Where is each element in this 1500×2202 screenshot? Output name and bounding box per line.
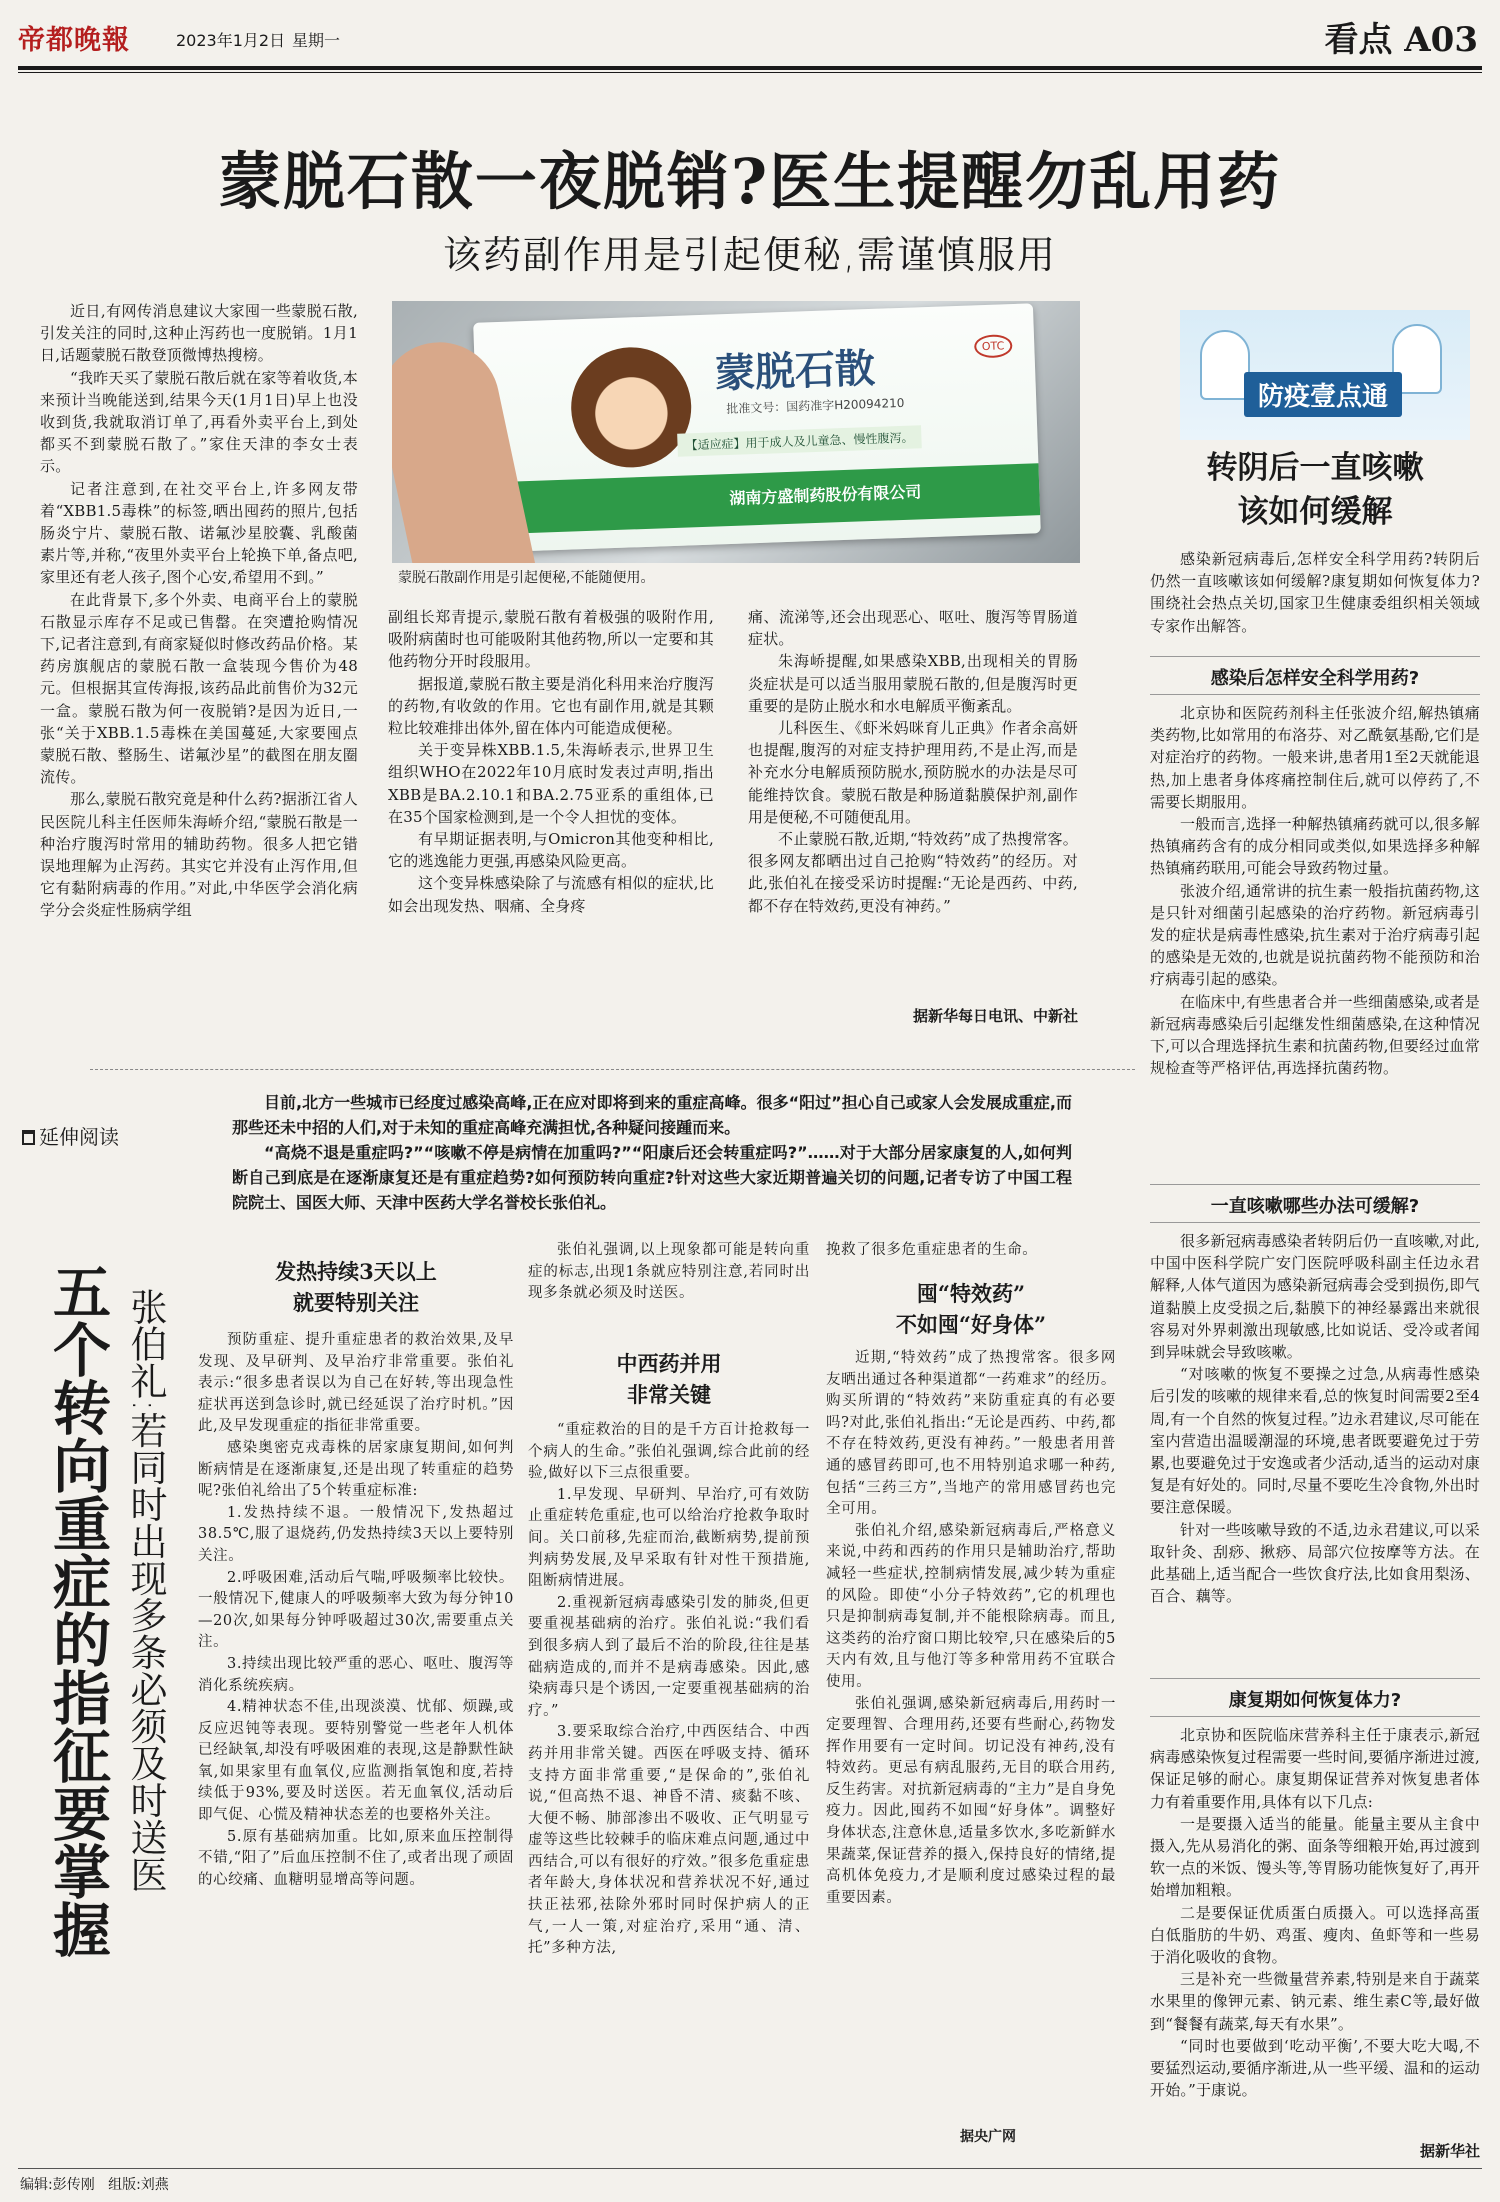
footer-rule	[18, 2168, 1482, 2169]
section-medication-body	[1150, 702, 1480, 1176]
packet-approval-number: 批准文号：国药准字H20094210	[726, 395, 905, 417]
paragraph: 1.发热持续不退。一般情况下,发热超过38.5℃,服了退烧药,仍发热持续3天以上要特别关注。	[198, 1504, 514, 1564]
column-heading-fever	[206, 1256, 506, 1318]
extension-label	[22, 1121, 119, 1150]
dashed-divider	[90, 1069, 1135, 1070]
paragraph: 很多新冠病毒感染者转阴后仍一直咳嗽,对此,中国中医科学院广安门医院呼吸科副主任边永君解释,人体气道因为感染新冠病毒会受到损伤,即气道黏膜上皮受损之后,黏膜下的神经暴露出来就很容易对外界刺激出现敏感,比如说话、受冷或者闻到异味就会导致咳嗽。	[1150, 1232, 1480, 1362]
page-subheadline: 该药副作用是引起便秘,需谨慎服用	[442, 233, 1058, 277]
section-heading-recovery: 康复期如何恢复体力?	[1228, 1690, 1402, 1711]
paragraph: 朱海峤提醒,如果感染XBB,出现相关的胃肠炎症状是可以适当服用蒙脱石散的,但是腹泻时更重要的是防止脱水和水电解质平衡紊乱。	[748, 652, 1078, 715]
paragraph: 挽救了很多危重症患者的生命。	[826, 1242, 1038, 1258]
document-icon	[22, 1130, 35, 1145]
heading-line: 就要特别关注	[293, 1290, 419, 1315]
right-title-line-1: 转阴后一直咳嗽	[1206, 450, 1424, 486]
photo-caption: 蒙脱石散副作用是引起便秘,不能随便用。	[398, 570, 655, 586]
page-headline: 蒙脱石散一夜脱销?医生提醒勿乱用药	[218, 145, 1282, 218]
anti-epidemic-badge	[1180, 310, 1470, 440]
paragraph: 一是要摄入适当的能量。能量主要从主食中摄入,先从易消化的粥、面条等细粮开始,再过渡到软一点的米饭、馒头等,等胃肠功能恢复好了,再开始增加粗粮。	[1150, 1814, 1480, 1900]
paragraph: 二是要保证优质蛋白质摄入。可以选择高蛋白低脂肪的牛奶、鸡蛋、瘦肉、鱼虾等和一些易于消化吸收的食物。	[1150, 1903, 1480, 1967]
paragraph: 有早期证据表明,与Omicron其他变种相比,它的逃逸能力更强,再感染风险更高。	[388, 830, 714, 871]
paragraph: “我昨天买了蒙脱石散后就在家等着收货,本来预计当晚能送到,结果今天(1月1日)早上也没收到货,我就取消订单了,再看外卖平台上,到处都买不到蒙脱石散了。”家住天津的李女士表示。	[40, 368, 358, 476]
issue-weekday: 星期一	[292, 31, 341, 50]
paragraph: 副组长郑青提示,蒙脱石散有着极强的吸附作用,吸附病菌时也可能吸附其他药物,所以一定要和其他药物分开时段服用。	[388, 608, 714, 671]
footer-credits	[20, 2174, 169, 2194]
paragraph: 2.呼吸困难,活动后气喘,呼吸频率比较快。一般情况下,健康人的呼吸频率大致为每分钟10—20次,如果每分钟呼吸超过30次,需要重点关注。	[198, 1569, 514, 1651]
section-divider	[1150, 1184, 1480, 1185]
paragraph: 张伯礼强调,以上现象都可能是转向重症的标志,出现1条就应特别注意,若同时出现多条就必须及时送医。	[528, 1242, 810, 1302]
paragraph: 北京协和医院临床营养科主任于康表示,新冠病毒感染恢复过程需要一些时间,要循序渐进过渡,保证足够的耐心。康复期保证营养对恢复患者体力有着重要作用,具体有以下几点:	[1150, 1726, 1480, 1811]
section-heading-medication: 感染后怎样安全科学用药?	[1210, 668, 1420, 689]
paragraph: 张伯礼介绍,感染新冠病毒后,严格意义来说,中药和西药的作用只是辅助治疗,帮助减轻一些症状,控制病情发展,减少转为重症的风险。即使“小分子特效药”,它的机理也只是抑制病毒复制,并不能根除病毒。而且,这类药的治疗窗口期比较窄,只在感染后的5天内有效,且与他汀等多种常用药不宜联合使用。	[826, 1522, 1116, 1690]
column-heading-hoarding	[826, 1278, 1116, 1340]
extension-intro	[232, 1090, 1072, 1215]
extension-source: 据央广网	[960, 2129, 1016, 2145]
masthead-rule-thin	[18, 72, 1482, 73]
paragraph: 感染新冠病毒后,怎样安全科学用药?转阴后仍然一直咳嗽该如何缓解?康复期如何恢复体力?围绕社会热点关切,国家卫生健康委组织相关领域专家作出解答。	[1150, 550, 1480, 635]
paragraph: 在临床中,有些患者合并一些细菌感染,或者是新冠病毒感染后引起继发性细菌感染,在这种情况下,可以合理选择抗生素和抗菌药物,但要经过血常规检查等严格评估,再选择抗菌药物。	[1150, 992, 1480, 1078]
paragraph: 4.精神状态不佳,出现淡漠、忧郁、烦躁,或反应迟钝等表现。要特别警觉一些老年人机体已经缺氧,却没有呼吸困难的表现,这是静默性缺氧,如果家里有血氧仪,应监测指氧饱和度,若持续低于93%,要及时送医。若无血氧仪,活动后即气促、心慌及精神状态差的也要格外关注。	[198, 1699, 514, 1824]
section-divider	[1150, 656, 1480, 657]
paragraph: 2.重视新冠病毒感染引发的肺炎,但更要重视基础病的治疗。张伯礼说:“我们看到很多病人到了最后不治的阶段,往往是基础病造成的,而并不是病毒感染。因此,感染病毒只是个诱因,一定要重视基础病的治疗。”	[528, 1594, 810, 1719]
main-article-col-2	[388, 606, 714, 1034]
heading-line: 囤“特效药”	[916, 1281, 1026, 1306]
paragraph: 儿科医生、《虾米妈咪育儿正典》作者余高妍也提醒,腹泻的对症支持护理用药,不是止泻,而是补充水分电解质预防脱水,预防脱水的办法是尽可能维持饮食。蒙脱石散是种肠道黏膜保护剂,副作用是便秘,不可随便乱用。	[748, 719, 1078, 826]
heading-line: 发热持续3天以上	[275, 1259, 437, 1284]
section-recovery-body	[1150, 1724, 1480, 2138]
right-column-title	[1150, 446, 1480, 534]
paragraph: 关于变异株XBB.1.5,朱海峤表示,世界卫生组织WHO在2022年10月底时发表过声明,指出XBB是BA.2.10.1和BA.2.75亚系的重组体,已在35个国家检测到,是一个令人担忧的变体。	[388, 741, 714, 826]
paragraph: 预防重症、提升重症患者的救治效果,及早发现、及早研判、及早治疗非常重要。张伯礼表示:“很多患者误以为自己在好转,等出现急性症状再送到急诊时,就已经延误了治疗时机。”因此,及早发现重症的指征非常重要。	[198, 1332, 514, 1435]
section-label: 看点 A03	[1324, 20, 1478, 60]
paragraph: 那么,蒙脱石散究竟是种什么药?据浙江省人民医院儿科主任医师朱海峤介绍,“蒙脱石散是一种治疗腹泻时常用的辅助药物。很多人把它错误地理解为止泻药。其实它并没有止泻作用,但它有黏附病毒的作用。”对此,中华医学会消化病学分会炎症性肠病学组	[40, 790, 358, 920]
main-article-col-1	[40, 300, 358, 1032]
section-divider	[1150, 694, 1480, 695]
column-hoarding-body	[826, 1348, 1116, 2126]
paragraph: 近期,“特效药”成了热搜常客。很多网友晒出通过各种渠道都“一药难求”的经历。购买所谓的“特效药”来防重症真的有必要吗?对此,张伯礼指出:“无论是西药、中药,都不存在特效药,更没有神药。”一般患者用普通的感冒药即可,也不用特别追求哪一种药,包括“三药三方”,当地产的常用感冒药也完全可用。	[826, 1350, 1116, 1518]
paragraph: “同时也要做到‘吃动平衡’,不要大吃大喝,不要猛烈运动,要循序渐进,从一些平缓、温和的运动开始。”于康说。	[1150, 2036, 1480, 2100]
paragraph: 5.原有基础病加重。比如,原来血压控制得不错,“阳了”后血压控制不住了,或者出现了顽固的心绞痛、血糖明显增高等问题。	[198, 1828, 514, 1888]
heading-line: 非常关键	[627, 1382, 711, 1407]
packet-indication: 【适应症】用于成人及儿童急、慢性腹泻。	[677, 425, 922, 457]
newspaper-logo: 帝都晚報	[18, 25, 130, 56]
paragraph: 记者注意到,在社交平台上,许多网友带着“XBB1.5毒株”的标签,晒出囤药的照片,包括肠炎宁片、蒙脱石散、诺氟沙星胶囊、乳酸菌素片等,并称,“夜里外卖平台上轮换下单,备点吧,家里还有老人孩子,图个心安,希望用不到。”	[40, 479, 358, 587]
paragraph: 1.早发现、早研判、早治疗,可有效防止重症转危重症,也可以给治疗抢救争取时间。关口前移,先症而治,截断病势,提前预判病势发展,及早采取有针对性干预措施,阻断病情进展。	[528, 1486, 810, 1590]
paragraph: 3.持续出现比较严重的恶心、呕吐、腹泻等消化系统疾病。	[198, 1655, 514, 1694]
column-heading-tcm	[528, 1348, 810, 1410]
paragraph: 这个变异株感染除了与流感有相似的症状,比如会出现发热、咽痛、全身疼	[388, 874, 714, 915]
paragraph: 3.要采取综合治疗,中西医结合、中西药并用非常关键。西医在呼吸支持、循环支持方面非常重要,“是保命的”,张伯礼说,“但高热不退、神昏不清、痰黏不咳、大便不畅、肺部渗出不吸收、正气明显亏虚等这些比较棘手的临床难点问题,通过中西结合,可以有很好的疗效。”很多危重症患者年龄大,身体状况和营养状况不好,通过扶正祛邪,祛除外邪时同时保护病人的正气,一人一策,对症治疗,采用“通、清、托”多种方法,	[528, 1724, 810, 1957]
paragraph: 张波介绍,通常讲的抗生素一般指抗菌药物,这是只针对细菌引起感染的治疗药物。新冠病毒引发的症状是病毒性感染,抗生素对于治疗病毒引起的感染是无效的,也就是说抗菌药物不能预防和治疗病毒引起的感染。	[1150, 881, 1480, 989]
issue-date: 2023年1月2日	[176, 31, 286, 50]
column-b-lead	[528, 1240, 810, 1328]
heading-line: 不如囤“好身体”	[895, 1312, 1047, 1337]
right-column-intro	[1150, 548, 1480, 637]
masthead-rule	[18, 66, 1482, 70]
paragraph: “对咳嗽的恢复不要操之过急,从病毒性感染后引发的咳嗽的规律来看,总的恢复时间需要2至4周,有一个自然的恢复过程。”边永君建议,尽可能在室内营造出温暖潮湿的环境,患者既要避免过于劳累,也要避免过于安逸或者少活动,适当的运动对康复是有好处的。同时,尽量不要吃生冷食物,外出时要注意保暖。	[1150, 1365, 1480, 1517]
paragraph: 北京协和医院药剂科主任张波介绍,解热镇痛类药物,比如常用的布洛芬、对乙酰氨基酚,它们是对症治疗的药物。一般来讲,患者用1至2天就能退热,加上患者身体疼痛控制住后,就可以停药了,不需要长期服用。	[1150, 704, 1480, 811]
otc-mark: OTC	[973, 334, 1012, 358]
heading-line: 中西药并用	[616, 1351, 722, 1376]
paragraph: 目前,北方一些城市已经度过感染高峰,正在应对即将到来的重症高峰。很多“阳过”担心自己或家人会发展成重症,而那些还未中招的人们,对于未知的重症高峰充满担忧,各种疑问接踵而来。	[232, 1093, 1072, 1137]
paragraph: 针对一些咳嗽导致的不适,边永君建议,可以采取针灸、刮痧、揪痧、局部穴位按摩等方法。在此基础上,适当配合一些饮食疗法,比如食用梨汤、百合、藕等。	[1150, 1520, 1480, 1606]
paragraph: 近日,有网传消息建议大家囤一些蒙脱石散,引发关注的同时,这种止泻药也一度脱销。1月1日,话题蒙脱石散登顶微博热搜榜。	[40, 302, 358, 365]
paragraph: 三是补充一些微量营养素,特别是来自于蔬菜水果里的像钾元素、钠元素、维生素C等,最好做到“餐餐有蔬菜,每天有水果”。	[1150, 1970, 1480, 2033]
section-heading-cough: 一直咳嗽哪些办法可缓解?	[1210, 1196, 1420, 1217]
section-divider	[1150, 1716, 1480, 1717]
vertical-subheadline: 张伯礼:若同时出现多条必须及时送医	[124, 1288, 167, 1893]
column-fever-body	[198, 1330, 514, 2150]
section-divider	[1150, 1222, 1480, 1223]
main-article-col-3	[748, 606, 1078, 994]
medicine-packet	[473, 303, 1041, 552]
section-divider	[1150, 1678, 1480, 1679]
packet-title: 蒙脱石散	[714, 345, 876, 398]
extension-label-text: 延伸阅读	[39, 1125, 119, 1149]
paragraph: “重症救治的目的是千方百计抢救每一个病人的生命。”张伯礼强调,综合此前的经验,做好以下三点很重要。	[528, 1422, 810, 1482]
right-title-line-2: 该如何缓解	[1237, 494, 1393, 530]
right-column-source: 据新华社	[1419, 2142, 1480, 2160]
footer-editor: 编辑:彭传刚	[20, 2177, 95, 2193]
paragraph: 据报道,蒙脱石散主要是消化科用来治疗腹泻的药物,有收敛的作用。它也有副作用,就是其颗粒比较难排出体外,留在体内可能造成便秘。	[388, 674, 714, 738]
badge-title: 防疫壹点通	[1244, 372, 1402, 417]
main-article-source: 据新华每日电讯、中新社	[912, 1007, 1078, 1025]
packet-manufacturer: 湖南方盛制药股份有限公司	[729, 482, 922, 508]
paragraph: 在此背景下,多个外卖、电商平台上的蒙脱石散显示库存不足或已售罄。在突遭抢购情况下,记者注意到,有商家疑似时修改药品价格。某药房旗舰店的蒙脱石散一盒装现今售价为48元。但根据其宣传海报,该药品此前售价为32元一盒。蒙脱石散为何一夜脱销?是因为近日,一张“关于XBB.1.5毒株在美国蔓延,大家要囤点蒙脱石散、整肠生、诺氟沙星”的截图在朋友圈流传。	[40, 590, 358, 787]
paragraph: “高烧不退是重症吗?”“咳嗽不停是病情在加重吗?”“阳康后还会转重症吗?”……对于大部分居家康复的人,如何判断自己到底是在逐渐康复还是有重症趋势?如何预防转向重症?针对这些大家近期普遍关切的问题,记者专访了中国工程院院士、国医大师、天津中医药大学名誉校长张伯礼。	[232, 1143, 1072, 1212]
vertical-headline: 五个转向重症的指征要掌握	[43, 1262, 111, 1958]
medicine-photo	[392, 301, 1080, 563]
paragraph: 不止蒙脱石散,近期,“特效药”成了热搜常客。很多网友都晒出过自己抢购“特效药”的经历。对此,张伯礼在接受采访时提醒:“无论是西药、中药,都不存在特效药,更没有神药。”	[748, 830, 1078, 915]
paragraph: 感染奥密克戎毒株的居家康复期间,如何判断病情是在逐渐康复,还是出现了转重症的趋势呢?张伯礼给出了5个转重症标准:	[198, 1439, 514, 1500]
paragraph: 一般而言,选择一种解热镇痛药就可以,很多解热镇痛药含有的成分相同或类似,如果选择多种解热镇痛药联用,可能会导致药物过量。	[1150, 815, 1480, 878]
section-cough-body	[1150, 1230, 1480, 1670]
column-c-lead	[826, 1240, 1116, 1262]
paragraph: 痛、流涕等,还会出现恶心、呕吐、腹泻等胃肠道症状。	[748, 608, 1078, 649]
doctor-figure-icon	[1200, 330, 1250, 400]
column-tcm-body	[528, 1420, 810, 2148]
footer-layout: 组版:刘燕	[108, 2177, 169, 2193]
paragraph: 张伯礼强调,感染新冠病毒后,用药时一定要理智、合理用药,还要有些耐心,药物发挥作用要有一定时间。切记没有神药,没有特效药。更忌有病乱服药,无目的联合用药,反生药害。对抗新冠病毒的“主力”是自身免疫力。因此,囤药不如囤“好身体”。调整好身体状态,注意休息,适量多饮水,多吃新鲜水果蔬菜,保证营养的摄入,保持良好的情绪,提高机体免疫力,才是顺利度过感染过程的最重要因素。	[826, 1695, 1116, 1906]
cartoon-boy-illustration	[569, 345, 693, 469]
